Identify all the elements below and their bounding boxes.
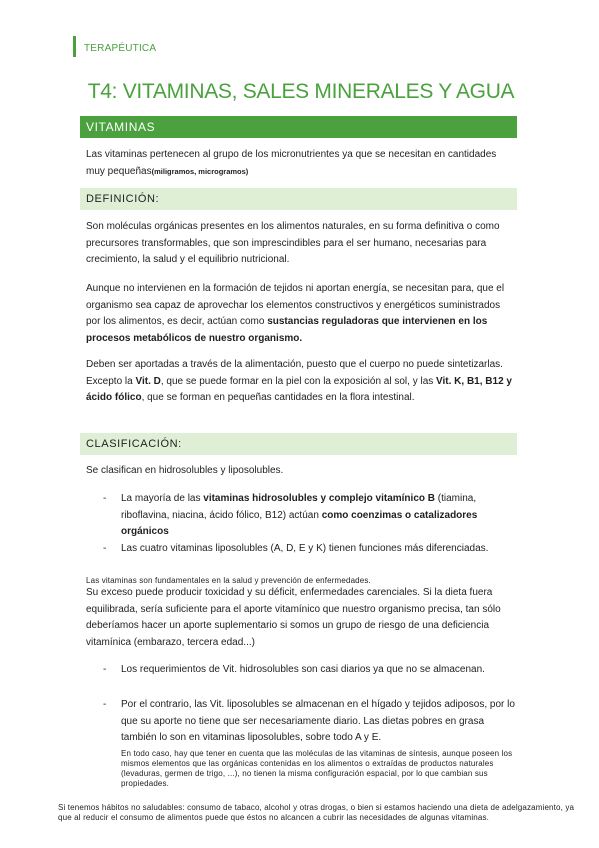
bullet-text: Las cuatro vitaminas liposolubles (A, D, E y K) tienen funciones más diferenciadas. (121, 543, 489, 554)
bullet-dash: - (103, 493, 107, 504)
definicion-paragraph-1: Son moléculas orgánicas presentes en los alimentos naturales, en su forma definitiva o como precursores transformables, que son imprescindibles para el ser humano, necesarias para crecimiento, la salud y el equilibrio nutricional. (86, 221, 500, 265)
definicion-paragraph-3: Deben ser aportadas a través de la alimentación, puesto que el cuerpo no puede sintetizarlas. Excepto la Vit. D, que se puede formar en la piel con la exposición al sol, y las Vit. K, B1, B12 y ácido fólico, que se forman en pequeñas cantidades en la flora intestinal. (86, 359, 512, 403)
note-fundamentales: Las vitaminas son fundamentales en la salud y prevención de enfermedades. (86, 576, 371, 585)
definicion-paragraph-2: Aunque no intervienen en la formación de tejidos ni aportan energía, se necesitan para, que el organismo sea capaz de aprovechar los elementos constructivos y energéticos suministrados por los alimentos, es decir, actúan como sustancias reguladoras que intervienen en los procesos metabólicos de nuestro organismo. (86, 283, 505, 344)
list-item (103, 491, 517, 541)
bullet-text: Por el contrario, las Vit. liposolubles se almacenan en el hígado y tejidos adiposos, por lo que su aporte no tiene que ser necesariamente diario. Las dietas pobres en grasa también lo son en vitaminas liposolubles, sobre todo A y E. (121, 699, 515, 743)
bullet-dash: - (103, 664, 107, 675)
bullet-dash: - (103, 699, 107, 710)
list-item (103, 541, 517, 574)
section-heading-clasificacion: CLASIFICACIÓN: (80, 433, 517, 455)
bullet-dash: - (103, 543, 107, 554)
header-accent-bar (73, 36, 76, 57)
bullet-text: La mayoría de las vitaminas hidrosolubles y complejo vitamínico B (tiamina, riboflavina, niacina, ácido fólico, B12) actúan como coenzimas o catalizadores orgánicos (121, 493, 478, 537)
clasificacion-intro: Se clasifican en hidrosolubles y liposolubles. (86, 465, 284, 476)
exceso-paragraph: Su exceso puede producir toxicidad y su déficit, enfermedades carenciales. Si la dieta fuera equilibrada, sería suficiente para el aporte vitamínico que nuestro organismo precisa, tan sólo deberíamos hacer un aporte suplementario si somos un grupo de riesgo de una deficiencia vitamínica (embarazo, tercera edad...) (86, 587, 501, 648)
intro-paragraph: Las vitaminas pertenecen al grupo de los micronutrientes ya que se necesitan en cantidades muy pequeñas(miligramos, microgramos) (86, 149, 497, 177)
section-heading-definicion: DEFINICIÓN: (80, 188, 517, 210)
note-sintesis: En todo caso, hay que tener en cuenta que las moléculas de las vitaminas de síntesis, aunque poseen los mismos elementos que las orgánicas contenidas en los alimentos o extraídas de productos naturales (levaduras, germen de trigo, ...), no tienen la misma configuración espacial, por lo que cambian sus propiedades. (121, 749, 513, 788)
note-habitos: Si tenemos hábitos no saludables: consumo de tabaco, alcohol y otras drogas, o bien si estamos haciendo una dieta de adelgazamiento, ya que al reducir el consumo de alimentos puede que éstos no alcancen a cubrir las necesidades de algunas vitaminas. (58, 803, 575, 822)
list-item (103, 697, 517, 747)
section-heading-vitaminas: VITAMINAS (80, 116, 517, 138)
page-title: T4: VITAMINAS, SALES MINERALES Y AGUA (87, 80, 515, 103)
list-item (103, 662, 517, 695)
header-label: TERAPÉUTICA (84, 43, 157, 54)
bullet-text: Los requerimientos de Vit. hidrosolubles son casi diarios ya que no se almacenan. (121, 664, 485, 675)
